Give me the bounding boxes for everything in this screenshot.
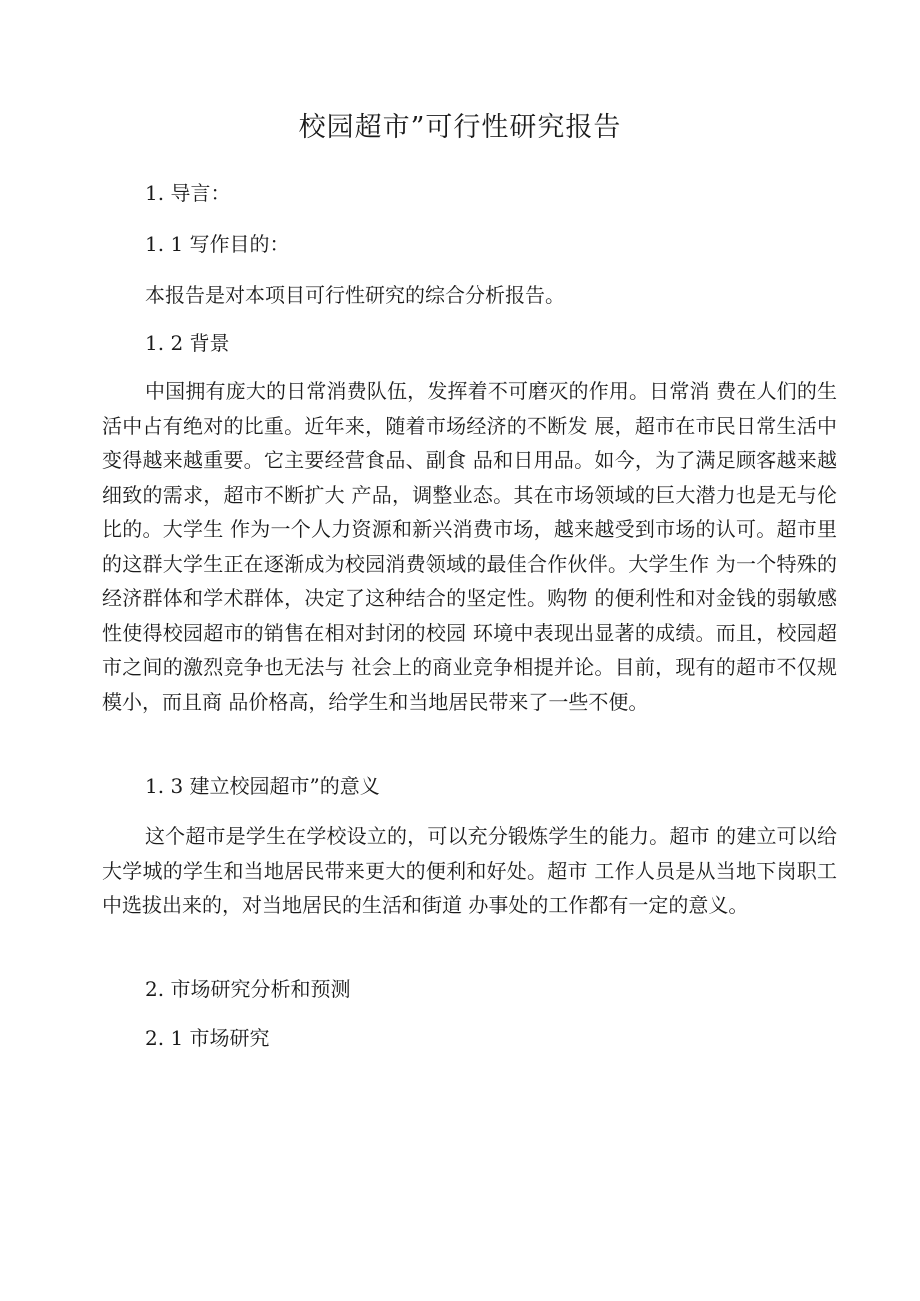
subsection-heading-purpose: 1. 1 写作目的：: [145, 232, 290, 256]
subsection-heading-background: 1. 2 背景: [145, 331, 230, 355]
paragraph-purpose: 本报告是对本项目可行性研究的综合分析报告。: [145, 283, 565, 307]
section-heading-introduction: 1. 导言：: [145, 181, 231, 205]
document-title: 校园超市”可行性研究报告: [298, 112, 622, 143]
paragraph-significance: 这个超市是学生在学校设立的，可以充分锻炼学生的能力。超市 的建立可以给大学城的学生和当地居民带来更大的便利和好处。超市 工作人员是从当地下岗职工中选拔出来的，对当地居民的生活和街道 办事处的工作都有一定的意义。: [102, 824, 837, 917]
subsection-heading-market-research: 2. 1 市场研究: [145, 1026, 270, 1050]
subsection-heading-significance: 1. 3 建立校园超市”的意义: [145, 774, 380, 798]
paragraph-background: 中国拥有庞大的日常消费队伍，发挥着不可磨灭的作用。日常消 费在人们的生活中占有绝对的比重。近年来，随着市场经济的不断发 展，超市在市民日常生活中变得越来越重要。它主要经营食品、副食 品和日用品。如今，为了满足顾客越来越细致的需求，超市不断扩大 产品，调整业态。其在市场领域的巨大潜力也是无与伦比的。大学生 作为一个人力资源和新兴消费市场，越来越受到市场的认可。超市里 的这群大学生正在逐渐成为校园消费领域的最佳合作伙伴。大学生作 为一个特殊的经济群体和学术群体，决定了这种结合的坚定性。购物 的便利性和对金钱的弱敏感性使得校园超市的销售在相对封闭的校园 环境中表现出显著的成绩。而且，校园超市之间的激烈竞争也无法与 社会上的商业竞争相提并论。目前，现有的超市不仅规模小，而且商 品价格高，给学生和当地居民带来了一些不便。: [102, 379, 837, 714]
section-heading-market-analysis: 2. 市场研究分析和预测: [145, 977, 351, 1001]
